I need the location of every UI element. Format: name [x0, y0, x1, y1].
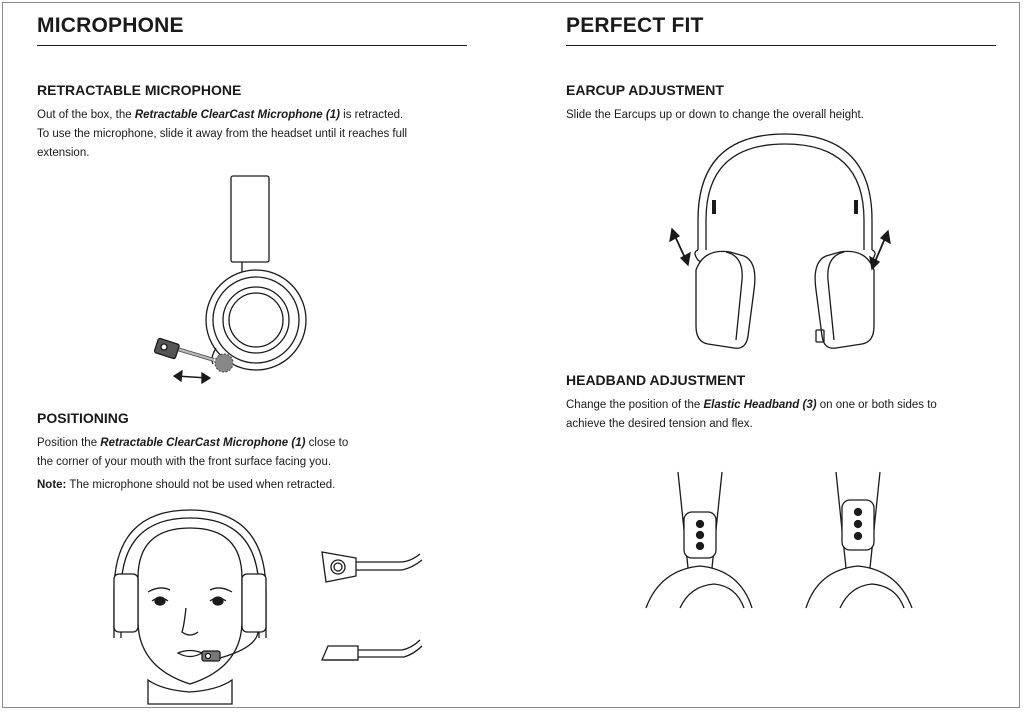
section-title-microphone: MICROPHONE — [37, 14, 184, 37]
retractable-paragraph-line-2: To use the microphone, slide it away from the headset until it reaches full — [37, 128, 408, 140]
headband-paragraph-line-2: achieve the desired tension and flex. — [566, 418, 753, 430]
mic-front-view-illustration — [318, 548, 424, 586]
headband-right-detail — [806, 472, 912, 608]
subtitle-earcup-adjustment: EARCUP ADJUSTMENT — [566, 82, 724, 98]
headband-paragraph-line-1: Change the position of the Elastic Headband (3) on one or both sides to — [566, 399, 937, 411]
subtitle-positioning: POSITIONING — [37, 410, 129, 426]
section-divider — [37, 45, 467, 46]
retractable-paragraph-line-1: Out of the box, the Retractable ClearCast Microphone (1) is retracted. — [37, 109, 404, 121]
subtitle-headband-adjustment: HEADBAND ADJUSTMENT — [566, 372, 746, 388]
earcup-adjustment-illustration — [668, 130, 898, 355]
section-divider — [566, 45, 996, 46]
headband-left-detail — [646, 472, 752, 608]
head-with-headset-illustration — [108, 508, 273, 708]
retractable-microphone-illustration — [150, 172, 310, 387]
positioning-paragraph-line-2: the corner of your mouth with the front surface facing you. — [37, 456, 332, 468]
mic-retracted-illustration — [318, 636, 424, 666]
retractable-paragraph-line-3: extension. — [37, 147, 90, 159]
headband-adjustment-illustration — [640, 472, 920, 612]
earcup-paragraph-line-1: Slide the Earcups up or down to change the overall height. — [566, 109, 864, 121]
positioning-note: Note: The microphone should not be used when retracted. — [37, 479, 336, 491]
positioning-paragraph-line-1: Position the Retractable ClearCast Microphone (1) close to — [37, 437, 349, 449]
subtitle-retractable-microphone: RETRACTABLE MICROPHONE — [37, 82, 242, 98]
section-title-perfect-fit: PERFECT FIT — [566, 14, 704, 37]
